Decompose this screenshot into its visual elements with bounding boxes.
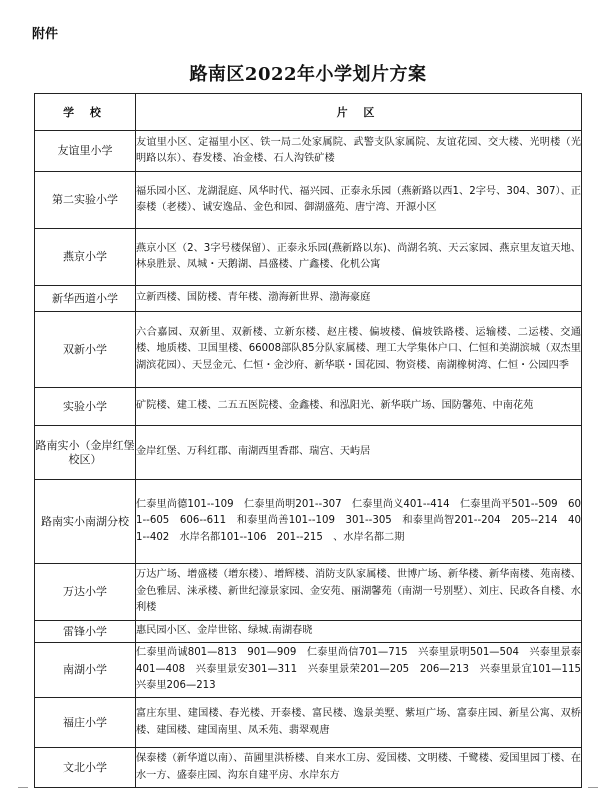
- table-row: [35, 643, 582, 698]
- school-name: 双新小学: [35, 312, 136, 388]
- header-area: 片 区: [136, 94, 582, 131]
- area-list: 金岸红堡、万科红郡、南湖西里香郡、瑞宫、天屿居: [136, 426, 582, 480]
- area-list: 万达广场、增盛楼（增东楼）、增辉楼、消防支队家属楼、世博广场、新华楼、新华南楼、苑南楼、金色雅居、涞承楼、新世纪濠景家园、金安苑、丽湖馨苑（南湖一号别墅）、刘庄、民政各自楼、水利楼: [136, 564, 582, 621]
- area-list: 立新西楼、国防楼、青年楼、渤海新世界、渤海豪庭: [136, 286, 582, 312]
- crop-mark-right: [588, 787, 598, 798]
- school-name: 万达小学: [35, 564, 136, 621]
- table-row: [35, 286, 582, 312]
- table-row: [35, 312, 582, 388]
- area-list: 仁泰里尚德101--109 仁泰里尚明201--307 仁泰里尚义401--414 仁泰里尚平501--509 601--605 606--611 和泰里尚善101--109 301--305 和泰里尚智201--204 205--214 401--402 水岸名都101--106 201--215 、水岸名都二期: [136, 480, 582, 564]
- table-row: [35, 131, 582, 172]
- area-list: 惠民园小区、金岸世铭、绿城.南湖春晓: [136, 621, 582, 643]
- table-row: [35, 388, 582, 426]
- table-row: [35, 229, 582, 286]
- table-row: [35, 621, 582, 643]
- table-row: [35, 480, 582, 564]
- area-list: 富庄东里、建国楼、春光楼、开泰楼、富民楼、逸景美墅、紫垣广场、富泰庄园、新星公寓、双桥楼、建国楼、建国南里、凤禾苑、翡翠观唐: [136, 698, 582, 748]
- area-list: 福乐园小区、龙湖混庭、风华时代、福兴园、正泰永乐园（燕新路以西1、2字号、304、307）、正泰楼（老楼）、诚安逸品、金色和园、御湖盛苑、唐宁湾、开源小区: [136, 172, 582, 229]
- table-row: [35, 748, 582, 788]
- zoning-table: [34, 93, 592, 788]
- school-name: 路南实小（金岸红堡校区）: [35, 426, 136, 480]
- school-name: 路南实小南湖分校: [35, 480, 136, 564]
- crop-mark-left: [18, 787, 28, 798]
- school-name: 新华西道小学: [35, 286, 136, 312]
- table-row: [35, 426, 582, 480]
- school-name: 第二实验小学: [35, 172, 136, 229]
- school-name: 福庄小学: [35, 698, 136, 748]
- area-list: 矿院楼、建工楼、二五五医院楼、金鑫楼、和泓阳光、新华联广场、国防馨苑、中南花苑: [136, 388, 582, 426]
- school-name: 燕京小学: [35, 229, 136, 286]
- school-name: 实验小学: [35, 388, 136, 426]
- school-name: 文北小学: [35, 748, 136, 788]
- area-list: 仁泰里尚诚801—813 901—909 仁泰里尚信701—715 兴泰里景明501—504 兴泰里景泰401—408 兴泰里景安301—311 兴泰里景荣201—205 206—213 兴泰里景宜101—115 兴泰里206—213: [136, 643, 582, 698]
- table-row: [35, 172, 582, 229]
- table-row: [35, 698, 582, 748]
- page-title: 路南区2022年小学划片方案: [189, 64, 427, 85]
- school-name: 友谊里小学: [35, 131, 136, 172]
- area-list: 保泰楼（新华道以南）、苗圃里洪桥楼、自来水工房、爱国楼、文明楼、千鹭楼、爱国里园丁楼、在水一方、盛泰庄园、沟东自建平房、水岸东方: [136, 748, 582, 788]
- school-name: 雷锋小学: [35, 621, 136, 643]
- area-list: 燕京小区（2、3字号楼保留）、正泰永乐园(燕新路以东)、尚湖名筑、天云家园、燕京里友谊天地、林泉胜景、凤城・天鹅湖、昌盛楼、广鑫楼、化机公寓: [136, 229, 582, 286]
- table-header-row: [35, 94, 582, 131]
- area-list: 六合嘉园、双新里、双新楼、立新东楼、赵庄楼、偏坡楼、偏坡铁路楼、运输楼、二运楼、交通楼、地质楼、卫国里楼、66008部队85分队家属楼、理工大学集体户口、仁恒和美湖滨城（双杰里湖滨花园）、天昱金元、仁恒・金沙府、新华联・国花园、物资楼、南湖橡树湾、仁恒・公园四季: [136, 312, 582, 388]
- school-name: 南湖小学: [35, 643, 136, 698]
- table-row: [35, 564, 582, 621]
- attachment-label: 附件: [32, 27, 59, 42]
- area-list: 友谊里小区、定福里小区、铁一局二处家属院、武警支队家属院、友谊花园、交大楼、光明楼（光明路以东）、春发楼、冶金楼、石人沟铁矿楼: [136, 131, 582, 172]
- header-school: 学 校: [35, 94, 136, 131]
